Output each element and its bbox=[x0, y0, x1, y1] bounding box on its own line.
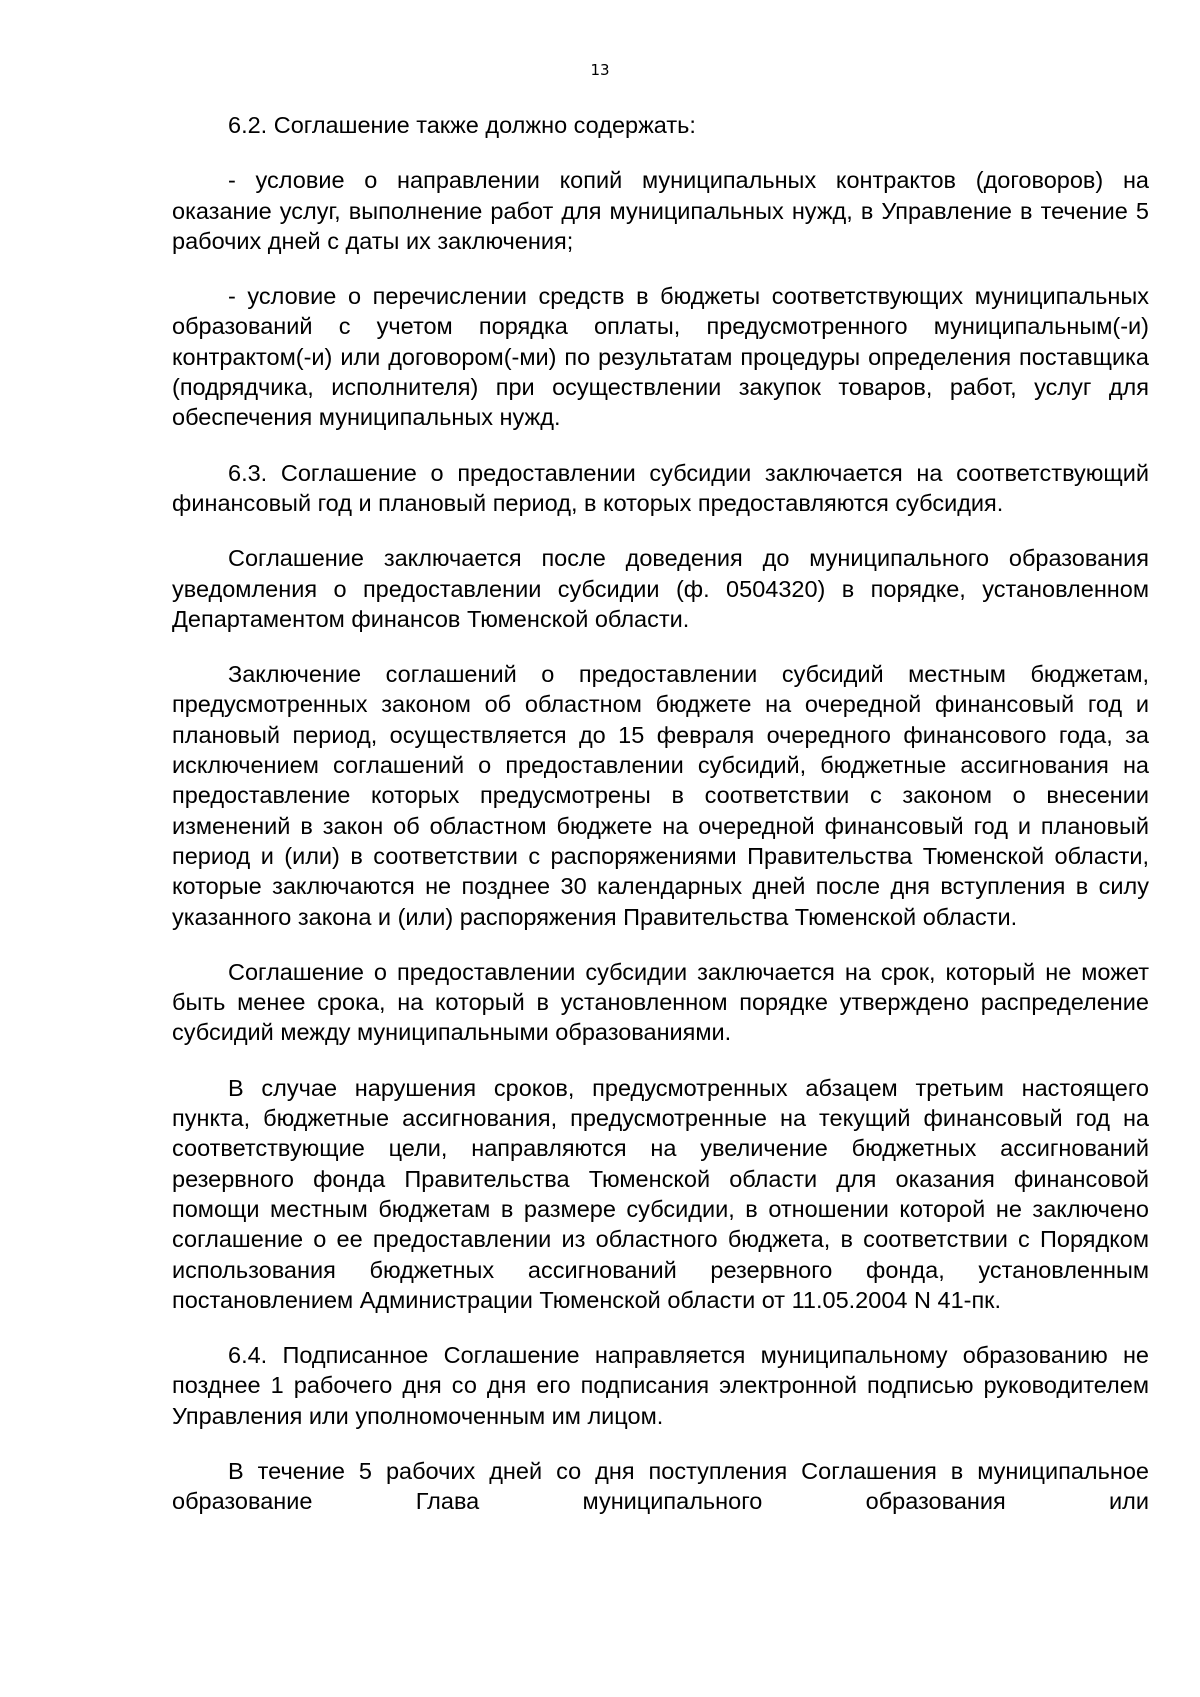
paragraph-6-2-heading: 6.2. Соглашение также должно содержать: bbox=[228, 112, 696, 138]
page-number: 13 bbox=[590, 61, 610, 79]
document-body bbox=[172, 110, 1149, 1517]
paragraph-within-5-days: В течение 5 рабочих дней со дня поступления Соглашения в муниципальное образование Глава муниципального образования или bbox=[172, 1457, 1149, 1515]
paragraph-agreement-term: Соглашение о предоставлении субсидии заключается на срок, который не может быть менее срока, на который в установленном порядке утверждено распределение субсидий между муниципальными образованиями. bbox=[172, 958, 1149, 1046]
paragraph-6-4: 6.4. Подписанное Соглашение направляется муниципальному образованию не позднее 1 рабочего дня со дня его подписания электронной подписью руководителем Управления или уполномоченным им лицом. bbox=[172, 1342, 1149, 1429]
paragraph-condition-contract-copies: - условие о направлении копий муниципальных контрактов (договоров) на оказание услуг, выполнение работ для муниципальных нужд, в Управление в течение 5 рабочих дней с даты их заключения; bbox=[172, 167, 1149, 254]
paragraph-agreement-after-notice: Соглашение заключается после доведения до муниципального образования уведомления о предоставлении субсидии (ф. 0504320) в порядке, установленном Департаментом финансов Тюменской области. bbox=[172, 545, 1149, 632]
paragraph-condition-funds-transfer: - условие о перечислении средств в бюджеты соответствующих муниципальных образований с учетом порядка оплаты, предусмотренного муниципальным(-и) контрактом(-и) или договором(-ми) по результатам процедуры определения поставщика (подрядчика, исполнителя) при осуществлении закупок товаров, работ, услуг для обеспечения муниципальных нужд. bbox=[172, 283, 1149, 431]
paragraph-6-3: 6.3. Соглашение о предоставлении субсидии заключается на соответствующий финансовый год и плановый период, в которых предоставляются субсидия. bbox=[172, 459, 1149, 516]
paragraph-deadline-violation: В случае нарушения сроков, предусмотренных абзацем третьим настоящего пункта, бюджетные ассигнования, предусмотренные на текущий финансовый год на соответствующие цели, направляются на увеличение бюджетных ассигнований резервного фонда Правительства Тюменской области для оказания финансовой помощи местным бюджетам в размере субсидии, в отношении которой не заключено соглашение о ее предоставлении из областного бюджета, в соответствии с Порядком использования бюджетных ассигнований резервного фонда, установленным постановлением Администрации Тюменской области от 11.05.2004 N 41-пк. bbox=[172, 1074, 1149, 1313]
paragraph-agreement-deadline: Заключение соглашений о предоставлении субсидий местным бюджетам, предусмотренных законом об областном бюджете на очередной финансовый год и плановый период, осуществляется до 15 февраля очередного финансового года, за исключением соглашений о предоставлении субсидий, бюджетные ассигнования на предоставление которых предусмотрены в соответствии с законом о внесении изменений в закон об областном бюджете на очередной финансовый год и плановый период и (или) в соответствии с распоряжениями Правительства Тюменской области, которые заключаются не позднее 30 календарных дней после дня вступления в силу указанного закона и (или) распоряжения Правительства Тюменской области. bbox=[172, 661, 1149, 930]
